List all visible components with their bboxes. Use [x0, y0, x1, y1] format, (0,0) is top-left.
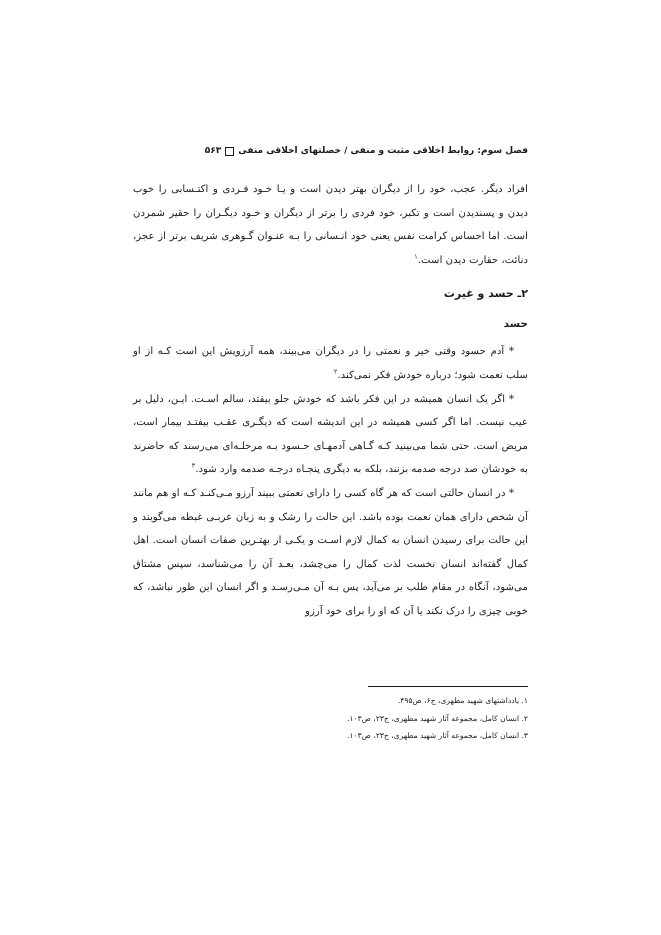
footnote: ۳. انسان کامل، مجموعه آثار شهید مطهری، ج۲۳، ص۱۰۳. [347, 731, 528, 740]
footnote-ref: ۱ [414, 252, 418, 261]
book-page [133, 0, 528, 935]
footnote: ۲. انسان کامل، مجموعه آثار شهید مطهری، ج۲۳، ص۱۰۳. [347, 713, 528, 723]
body-text [133, 178, 528, 624]
footnote: ۱. یادداشتهای شهید مطهری، ج۶، ص۴۹۵. [397, 696, 528, 705]
paragraph [133, 340, 528, 387]
paragraph [133, 388, 528, 482]
paragraph-text: * در انسان حالتی است که هر گاه کسی را دارای نعمتی ببیند آرزو مـی‌کنـد کـه او هم مانند آن شخص دارای همان نعمت بوده باشد. این حالت را رشک و به زبان عربـی غبطه می‌گویند و این حالت برای رسیدن انسان به کمال لازم اسـت و یکـی از بهتـرین صفات انسان است. اهل کمال گفته‌اند انسان نخست لذت کمال را می‌چشد، بعـد آن را می‌شناسد، سپس مشتاق می‌شود، آنگاه در مقام طلب بر می‌آید، پس بـه آن مـی‌رسـد و اگر انسان این طور نباشد، که خوبی چیزی را درک نکند یا آن که او را برای خود آرزو [133, 487, 528, 617]
page-number: ۵۶۳ [204, 146, 222, 156]
paragraph-text: * اگر یک انسان همیشه در این فکر باشد که خودش جلو بیفتد، سالم اسـت. ایـن، دلیل بر عیب نیست. اما اگر کسی همیشه در این اندیشه است که دیگـری عقـب بیفتـد بیمار است، مریض است. حتی شما می‌بینید کـه گـاهی آدمهـای حـسود بـه مرحلـه‌ای می‌رسند که حاضرند به خودشان صد درجه صدمه بزنند، بلکه به دیگری پنجـاه درجـه صدمه وارد شود. [133, 393, 528, 476]
footnote-ref: ۲ [333, 367, 338, 376]
paragraph-text: * آدم حسود وقتی خیر و نعمتی را در دیگران می‌بیند، همه آرزویش این است کـه از او سلب نعمت شود؛ درباره خودش فکر نمی‌کند. [133, 346, 528, 381]
intro-text: افراد دیگر. عجب، خود را از دیگران بهتر دیدن است و یـا خـود فـردی و اکتـسابی را خوب دیدن و پسندیدن است و تکبر، خود فردی را برتر از دیگران و خـود دیگـران را حقیر شمردن است. اما احساس کرامت نفس یعنی خود انـسانی را بـه عنـوان گـوهری شریف برتر از عجز، دنائت، حقارت دیدن است. [133, 184, 528, 266]
square-box-icon [225, 147, 234, 156]
section-heading: ۲ـ حسد و غیرت [443, 287, 528, 301]
paragraph [133, 482, 528, 624]
footnotes [133, 692, 528, 745]
section-subheading: حسد [503, 318, 528, 331]
footnote-divider [368, 686, 528, 687]
chapter-title: فصل سوم: روابط اخلاقی مثبت و منفی / خصلتهای اخلاقی منفی [238, 146, 528, 156]
intro-paragraph [133, 178, 528, 272]
running-header [133, 144, 528, 158]
footnote-ref: ۳ [191, 461, 196, 470]
